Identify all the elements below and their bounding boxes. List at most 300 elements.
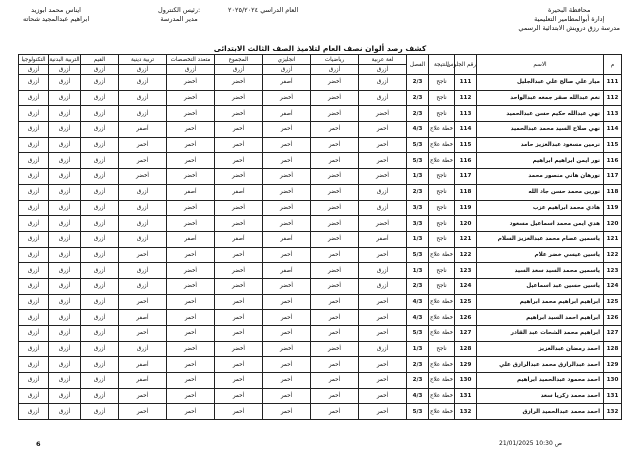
row-number: 121	[604, 231, 622, 247]
result-cell: ناجح	[429, 263, 455, 279]
grade-cell: أخضر	[359, 216, 407, 232]
grade-cell: أزرق	[19, 90, 49, 106]
column-header: رقم الجلوس	[455, 55, 477, 75]
table-row	[19, 169, 622, 185]
grade-cell: أزرق	[81, 106, 119, 122]
grade-cell: أخضر	[311, 184, 359, 200]
grade-cell: أحمر	[359, 153, 407, 169]
grade-cell: أحمر	[215, 137, 263, 153]
grade-cell: أحمر	[311, 357, 359, 373]
footer-date: 21/01/2025 10:30 ص	[499, 440, 562, 447]
document-title: كشف رصد ألوان نصف العام لتلاميذ الصف الثالث الابتدائى	[213, 44, 427, 53]
grade-cell: أحمر	[167, 357, 215, 373]
grade-cell: أخضر	[311, 106, 359, 122]
grade-cell: أحمر	[167, 310, 215, 326]
grade-cell: أصفر	[119, 373, 167, 389]
student-name: نورهان هاني منصور محمد	[477, 169, 604, 185]
seat-number: 128	[455, 341, 477, 357]
supervisor-name: مدير المدرسة	[160, 15, 198, 23]
table-row	[19, 153, 622, 169]
grade-cell: أخضر	[359, 106, 407, 122]
grade-cell: أحمر	[263, 153, 311, 169]
grade-cell: أزرق	[81, 137, 119, 153]
academic-year: العام الدراسي ٢٠٢٥/٢٠٢٤	[228, 6, 299, 14]
grade-cell: أخضر	[167, 200, 215, 216]
grade-cell: أخضر	[215, 106, 263, 122]
result-cell: خطة علاج	[429, 373, 455, 389]
table-row	[19, 247, 622, 263]
class-cell: 4/3	[407, 388, 429, 404]
class-cell: 2/3	[407, 106, 429, 122]
result-cell: ناجح	[429, 231, 455, 247]
grade-cell: أحمر	[167, 294, 215, 310]
grade-cell: أزرق	[119, 90, 167, 106]
student-name: ابراهيم ابراهيم محمد ابراهيم	[477, 294, 604, 310]
column-header: التكنولوجيا	[19, 55, 49, 65]
student-name: ميار علي صالح علي عبدالجليل	[477, 75, 604, 91]
grade-cell: أزرق	[19, 373, 49, 389]
grade-cell: أحمر	[311, 137, 359, 153]
row-number: 120	[604, 216, 622, 232]
administration: إدارة أبوالمطامير التعليمية	[534, 15, 605, 23]
grade-cell: أحمر	[311, 388, 359, 404]
seat-number: 113	[455, 106, 477, 122]
result-cell: ناجح	[429, 169, 455, 185]
grade-cell: أزرق	[119, 106, 167, 122]
grade-cell: أخضر	[167, 90, 215, 106]
grade-cell: أزرق	[81, 200, 119, 216]
header-year	[228, 6, 298, 15]
grade-cell: أزرق	[81, 75, 119, 91]
grade-cell: أحمر	[359, 122, 407, 138]
class-cell: 3/3	[407, 200, 429, 216]
result-cell: خطة علاج	[429, 357, 455, 373]
grade-cell: أزرق	[81, 231, 119, 247]
row-number: 111	[604, 75, 622, 91]
seat-number: 121	[455, 231, 477, 247]
grade-cell: أزرق	[19, 106, 49, 122]
grade-cell: أصفر	[263, 106, 311, 122]
grade-cell: أحمر	[215, 373, 263, 389]
grade-cell: أزرق	[81, 310, 119, 326]
grade-cell: أحمر	[215, 388, 263, 404]
grade-cell: أخضر	[167, 341, 215, 357]
column-header: التربية البدنية	[49, 56, 80, 63]
grade-cell: أزرق	[49, 169, 81, 185]
grade-cell: أحمر	[311, 294, 359, 310]
grade-cell: أزرق	[359, 90, 407, 106]
grade-cell: أخضر	[167, 106, 215, 122]
column-header: رياضيات	[311, 55, 359, 65]
grade-cell: أحمر	[359, 388, 407, 404]
grade-cell: أخضر	[167, 263, 215, 279]
grade-cell: أزرق	[49, 294, 81, 310]
row-number: 122	[604, 247, 622, 263]
grade-cell: أخضر	[311, 75, 359, 91]
result-cell: ناجح	[429, 200, 455, 216]
grade-cell: أخضر	[311, 90, 359, 106]
grade-cell: أزرق	[19, 310, 49, 326]
row-number: 127	[604, 326, 622, 342]
grade-cell: أزرق	[19, 404, 49, 420]
seat-number: 129	[455, 357, 477, 373]
subheader-cell: أزرق	[81, 65, 119, 75]
grade-cell: أحمر	[119, 153, 167, 169]
result-cell: ناجح	[429, 106, 455, 122]
grade-cell: أزرق	[119, 278, 167, 294]
student-name: نور ايمن ابراهيم ابراهيم	[477, 153, 604, 169]
grade-cell: أخضر	[311, 341, 359, 357]
grade-cell: أزرق	[49, 153, 81, 169]
supervisor-title: رئيس الكنترول:	[158, 6, 201, 14]
grade-cell: أحمر	[359, 310, 407, 326]
left-name-1: ايناس محمد ابوزيد	[31, 6, 81, 14]
result-cell: خطة علاج	[429, 388, 455, 404]
column-header: م	[604, 55, 622, 75]
grade-cell: أحمر	[359, 404, 407, 420]
column-header: الفصل	[407, 55, 429, 75]
seat-number: 130	[455, 373, 477, 389]
grade-cell: أحمر	[359, 357, 407, 373]
table-row	[19, 310, 622, 326]
grade-cell: أزرق	[81, 341, 119, 357]
table-row	[19, 106, 622, 122]
student-name: هدي ايمن محمد اسماعيل مسعود	[477, 216, 604, 232]
grade-cell: أزرق	[119, 263, 167, 279]
grade-cell: أزرق	[19, 169, 49, 185]
table-row	[19, 75, 622, 91]
grade-cell: أحمر	[119, 247, 167, 263]
seat-number: 114	[455, 122, 477, 138]
student-name: احمد محمد زكريا سعد	[477, 388, 604, 404]
seat-number: 122	[455, 247, 477, 263]
column-header: متعدد التخصصات	[167, 55, 215, 65]
grade-cell: أحمر	[311, 247, 359, 263]
grade-cell: أزرق	[49, 247, 81, 263]
student-name: ياسمين عصام محمد عبدالعزيز السلام	[477, 231, 604, 247]
table-row	[19, 263, 622, 279]
grade-cell: أزرق	[81, 216, 119, 232]
grade-cell: أزرق	[119, 184, 167, 200]
class-cell: 2/3	[407, 75, 429, 91]
grade-cell: أحمر	[119, 404, 167, 420]
grade-cell: أزرق	[19, 153, 49, 169]
table-row	[19, 137, 622, 153]
student-name: نرمين مسعود عبدالعزيز حامد	[477, 137, 604, 153]
grade-cell: أخضر	[311, 263, 359, 279]
grade-cell: أحمر	[359, 247, 407, 263]
row-number: 130	[604, 373, 622, 389]
governorate: محافظة البحيرة	[547, 6, 591, 14]
grade-cell: أزرق	[49, 231, 81, 247]
grade-cell: أصفر	[167, 184, 215, 200]
grade-cell: أحمر	[263, 247, 311, 263]
grade-cell: أصفر	[263, 231, 311, 247]
row-number: 115	[604, 137, 622, 153]
grade-cell: أحمر	[167, 326, 215, 342]
subheader-cell: أزرق	[359, 65, 407, 75]
grade-cell: أحمر	[167, 137, 215, 153]
grade-cell: أزرق	[49, 278, 81, 294]
grade-cell: أخضر	[311, 169, 359, 185]
grade-cell: أخضر	[263, 169, 311, 185]
grade-cell: أزرق	[19, 122, 49, 138]
grade-cell: أحمر	[359, 294, 407, 310]
class-cell: 2/3	[407, 357, 429, 373]
grade-cell: أحمر	[359, 137, 407, 153]
grade-cell: أحمر	[311, 404, 359, 420]
seat-number: 125	[455, 294, 477, 310]
grade-cell: أحمر	[263, 310, 311, 326]
student-name: ابراهيم محمد الشحات عبد القادر	[477, 326, 604, 342]
grade-cell: أزرق	[81, 404, 119, 420]
student-name: نغم عبدالله صقر جمعه عبدالواحد	[477, 90, 604, 106]
result-cell: خطة علاج	[429, 137, 455, 153]
grade-cell: أزرق	[359, 263, 407, 279]
grade-cell: أصفر	[215, 184, 263, 200]
student-name: احمد محمود عبدالحميد ابراهيم	[477, 373, 604, 389]
grade-cell: أزرق	[49, 373, 81, 389]
result-cell: خطة علاج	[429, 122, 455, 138]
result-cell: خطة علاج	[429, 310, 455, 326]
grade-cell: أحمر	[311, 373, 359, 389]
row-number: 118	[604, 184, 622, 200]
row-number: 129	[604, 357, 622, 373]
grade-cell: أحمر	[359, 373, 407, 389]
grade-cell: أحمر	[263, 357, 311, 373]
grade-cell: أخضر	[263, 184, 311, 200]
grade-cell: أزرق	[359, 184, 407, 200]
grade-cell: أزرق	[19, 200, 49, 216]
grade-cell: أزرق	[81, 373, 119, 389]
class-cell: 4/3	[407, 310, 429, 326]
header-row	[19, 55, 622, 65]
subheader-cell: أزرق	[263, 65, 311, 75]
class-cell: 1/3	[407, 169, 429, 185]
grade-cell: أزرق	[19, 388, 49, 404]
grade-cell: أحمر	[311, 122, 359, 138]
grade-cell: أحمر	[263, 326, 311, 342]
grade-cell: أحمر	[215, 247, 263, 263]
seat-number: 127	[455, 326, 477, 342]
table-row	[19, 373, 622, 389]
grade-cell: أزرق	[81, 122, 119, 138]
student-name: احمد عبدالرازق محمد عبدالرازق علي	[477, 357, 604, 373]
grade-cell: أخضر	[215, 169, 263, 185]
grade-cell: أحمر	[263, 294, 311, 310]
seat-number: 115	[455, 137, 477, 153]
grade-cell: أزرق	[119, 200, 167, 216]
subheader-cell: أزرق	[19, 65, 49, 75]
grade-cell: أخضر	[359, 169, 407, 185]
grade-cell: أزرق	[81, 357, 119, 373]
subheader-cell: أزرق	[49, 65, 81, 75]
seat-number: 118	[455, 184, 477, 200]
grade-cell: أخضر	[167, 278, 215, 294]
class-cell: 5/3	[407, 153, 429, 169]
grade-cell: أخضر	[263, 90, 311, 106]
table-row	[19, 357, 622, 373]
seat-number: 131	[455, 388, 477, 404]
grade-cell: أزرق	[49, 106, 81, 122]
grade-cell: أزرق	[19, 231, 49, 247]
grade-cell: أحمر	[215, 122, 263, 138]
class-cell: 5/3	[407, 326, 429, 342]
header-left	[23, 6, 89, 24]
student-name: نورين محمد حسن جاد الله	[477, 184, 604, 200]
grade-cell: أزرق	[359, 341, 407, 357]
grade-cell: أخضر	[167, 169, 215, 185]
grade-cell: أحمر	[263, 404, 311, 420]
class-cell: 1/3	[407, 341, 429, 357]
result-cell: ناجح	[429, 75, 455, 91]
result-cell: ناجح	[429, 90, 455, 106]
grade-cell: أحمر	[167, 247, 215, 263]
seat-number: 119	[455, 200, 477, 216]
grade-cell: أزرق	[119, 341, 167, 357]
grade-cell: أخضر	[215, 278, 263, 294]
grade-cell: أزرق	[119, 216, 167, 232]
grade-cell: أزرق	[19, 278, 49, 294]
class-cell: 1/3	[407, 231, 429, 247]
seat-number: 124	[455, 278, 477, 294]
grade-cell: أحمر	[119, 294, 167, 310]
grade-cell: أحمر	[215, 404, 263, 420]
result-cell: خطة علاج	[429, 153, 455, 169]
grade-cell: أزرق	[19, 263, 49, 279]
student-name: ابراهيم احمد السيد ابراهيم	[477, 310, 604, 326]
grade-cell: أحمر	[167, 373, 215, 389]
grade-cell: أخضر	[167, 216, 215, 232]
column-header: القيم	[81, 55, 119, 65]
result-cell: ناجح	[429, 216, 455, 232]
grade-cell: أزرق	[359, 278, 407, 294]
grade-cell: أزرق	[49, 75, 81, 91]
grade-cell: أزرق	[19, 294, 49, 310]
grade-cell: أزرق	[19, 137, 49, 153]
grade-cell: أحمر	[119, 388, 167, 404]
row-number: 112	[604, 90, 622, 106]
row-number: 126	[604, 310, 622, 326]
grade-cell: أحمر	[359, 326, 407, 342]
column-header: الاسم	[477, 55, 604, 75]
table-row	[19, 294, 622, 310]
class-cell: 1/3	[407, 263, 429, 279]
grade-cell: أزرق	[19, 216, 49, 232]
result-cell: ناجح	[429, 184, 455, 200]
class-cell: 5/3	[407, 404, 429, 420]
subheader-cell: أزرق	[119, 65, 167, 75]
table-row	[19, 122, 622, 138]
grade-cell: أخضر	[263, 216, 311, 232]
grade-cell: أزرق	[81, 153, 119, 169]
grade-cell: أزرق	[49, 357, 81, 373]
row-number: 123	[604, 263, 622, 279]
grade-cell: أصفر	[167, 231, 215, 247]
class-cell: 2/3	[407, 90, 429, 106]
grade-cell: أحمر	[263, 373, 311, 389]
grade-cell: أحمر	[263, 137, 311, 153]
student-name: نهي صلاح السيد محمد عبدالحميد	[477, 122, 604, 138]
row-number: 114	[604, 122, 622, 138]
subheader-cell: أزرق	[167, 65, 215, 75]
grade-cell: أزرق	[19, 326, 49, 342]
grade-cell: أخضر	[215, 216, 263, 232]
grade-cell: أزرق	[81, 169, 119, 185]
grade-cell: أحمر	[167, 388, 215, 404]
row-number: 131	[604, 388, 622, 404]
table-row	[19, 90, 622, 106]
class-cell: 5/3	[407, 137, 429, 153]
table-row	[19, 326, 622, 342]
seat-number: 123	[455, 263, 477, 279]
seat-number: 126	[455, 310, 477, 326]
seat-number: 111	[455, 75, 477, 91]
column-header: النتيجة	[429, 55, 455, 75]
seat-number: 116	[455, 153, 477, 169]
result-cell: ناجح	[429, 278, 455, 294]
student-name: احمد رمضان عبدالعزيز	[477, 341, 604, 357]
class-cell: 2/3	[407, 278, 429, 294]
grades-table	[18, 54, 622, 420]
grade-cell: أزرق	[19, 184, 49, 200]
grade-cell: أحمر	[215, 294, 263, 310]
grade-cell: أحمر	[167, 122, 215, 138]
grade-cell: أزرق	[49, 122, 81, 138]
grade-cell: أخضر	[263, 200, 311, 216]
grade-cell: أخضر	[167, 75, 215, 91]
grade-cell: أحمر	[167, 153, 215, 169]
grade-cell: أصفر	[119, 310, 167, 326]
grade-cell: أخضر	[215, 341, 263, 357]
grade-cell: أزرق	[19, 357, 49, 373]
grade-cell: أحمر	[215, 153, 263, 169]
grade-cell: أخضر	[119, 169, 167, 185]
grade-cell: أزرق	[19, 341, 49, 357]
grade-cell: أخضر	[263, 341, 311, 357]
row-number: 117	[604, 169, 622, 185]
row-number: 119	[604, 200, 622, 216]
grade-cell: أصفر	[359, 231, 407, 247]
grade-cell: أزرق	[19, 247, 49, 263]
table-row	[19, 231, 622, 247]
result-cell: خطة علاج	[429, 247, 455, 263]
grade-cell: أزرق	[359, 200, 407, 216]
grade-cell: أزرق	[81, 278, 119, 294]
student-name: ياسمين محمد السيد سعد السيد	[477, 263, 604, 279]
table-row	[19, 278, 622, 294]
grade-cell: أزرق	[359, 75, 407, 91]
class-cell: 5/3	[407, 247, 429, 263]
grade-cell: أزرق	[49, 326, 81, 342]
seat-number: 117	[455, 169, 477, 185]
seat-number: 112	[455, 90, 477, 106]
class-cell: 4/3	[407, 122, 429, 138]
school-name: مدرسة رزق درويش الابتدائية الرسمي	[518, 24, 620, 32]
grade-cell: أزرق	[49, 404, 81, 420]
grade-cell: أخضر	[311, 200, 359, 216]
page-number: 6	[36, 440, 41, 448]
row-number: 125	[604, 294, 622, 310]
grade-cell: أحمر	[311, 153, 359, 169]
grade-cell: أصفر	[215, 231, 263, 247]
grade-cell: أخضر	[215, 200, 263, 216]
row-number: 132	[604, 404, 622, 420]
table-row	[19, 341, 622, 357]
grade-cell: أزرق	[49, 263, 81, 279]
grade-cell: أزرق	[49, 216, 81, 232]
row-number: 124	[604, 278, 622, 294]
